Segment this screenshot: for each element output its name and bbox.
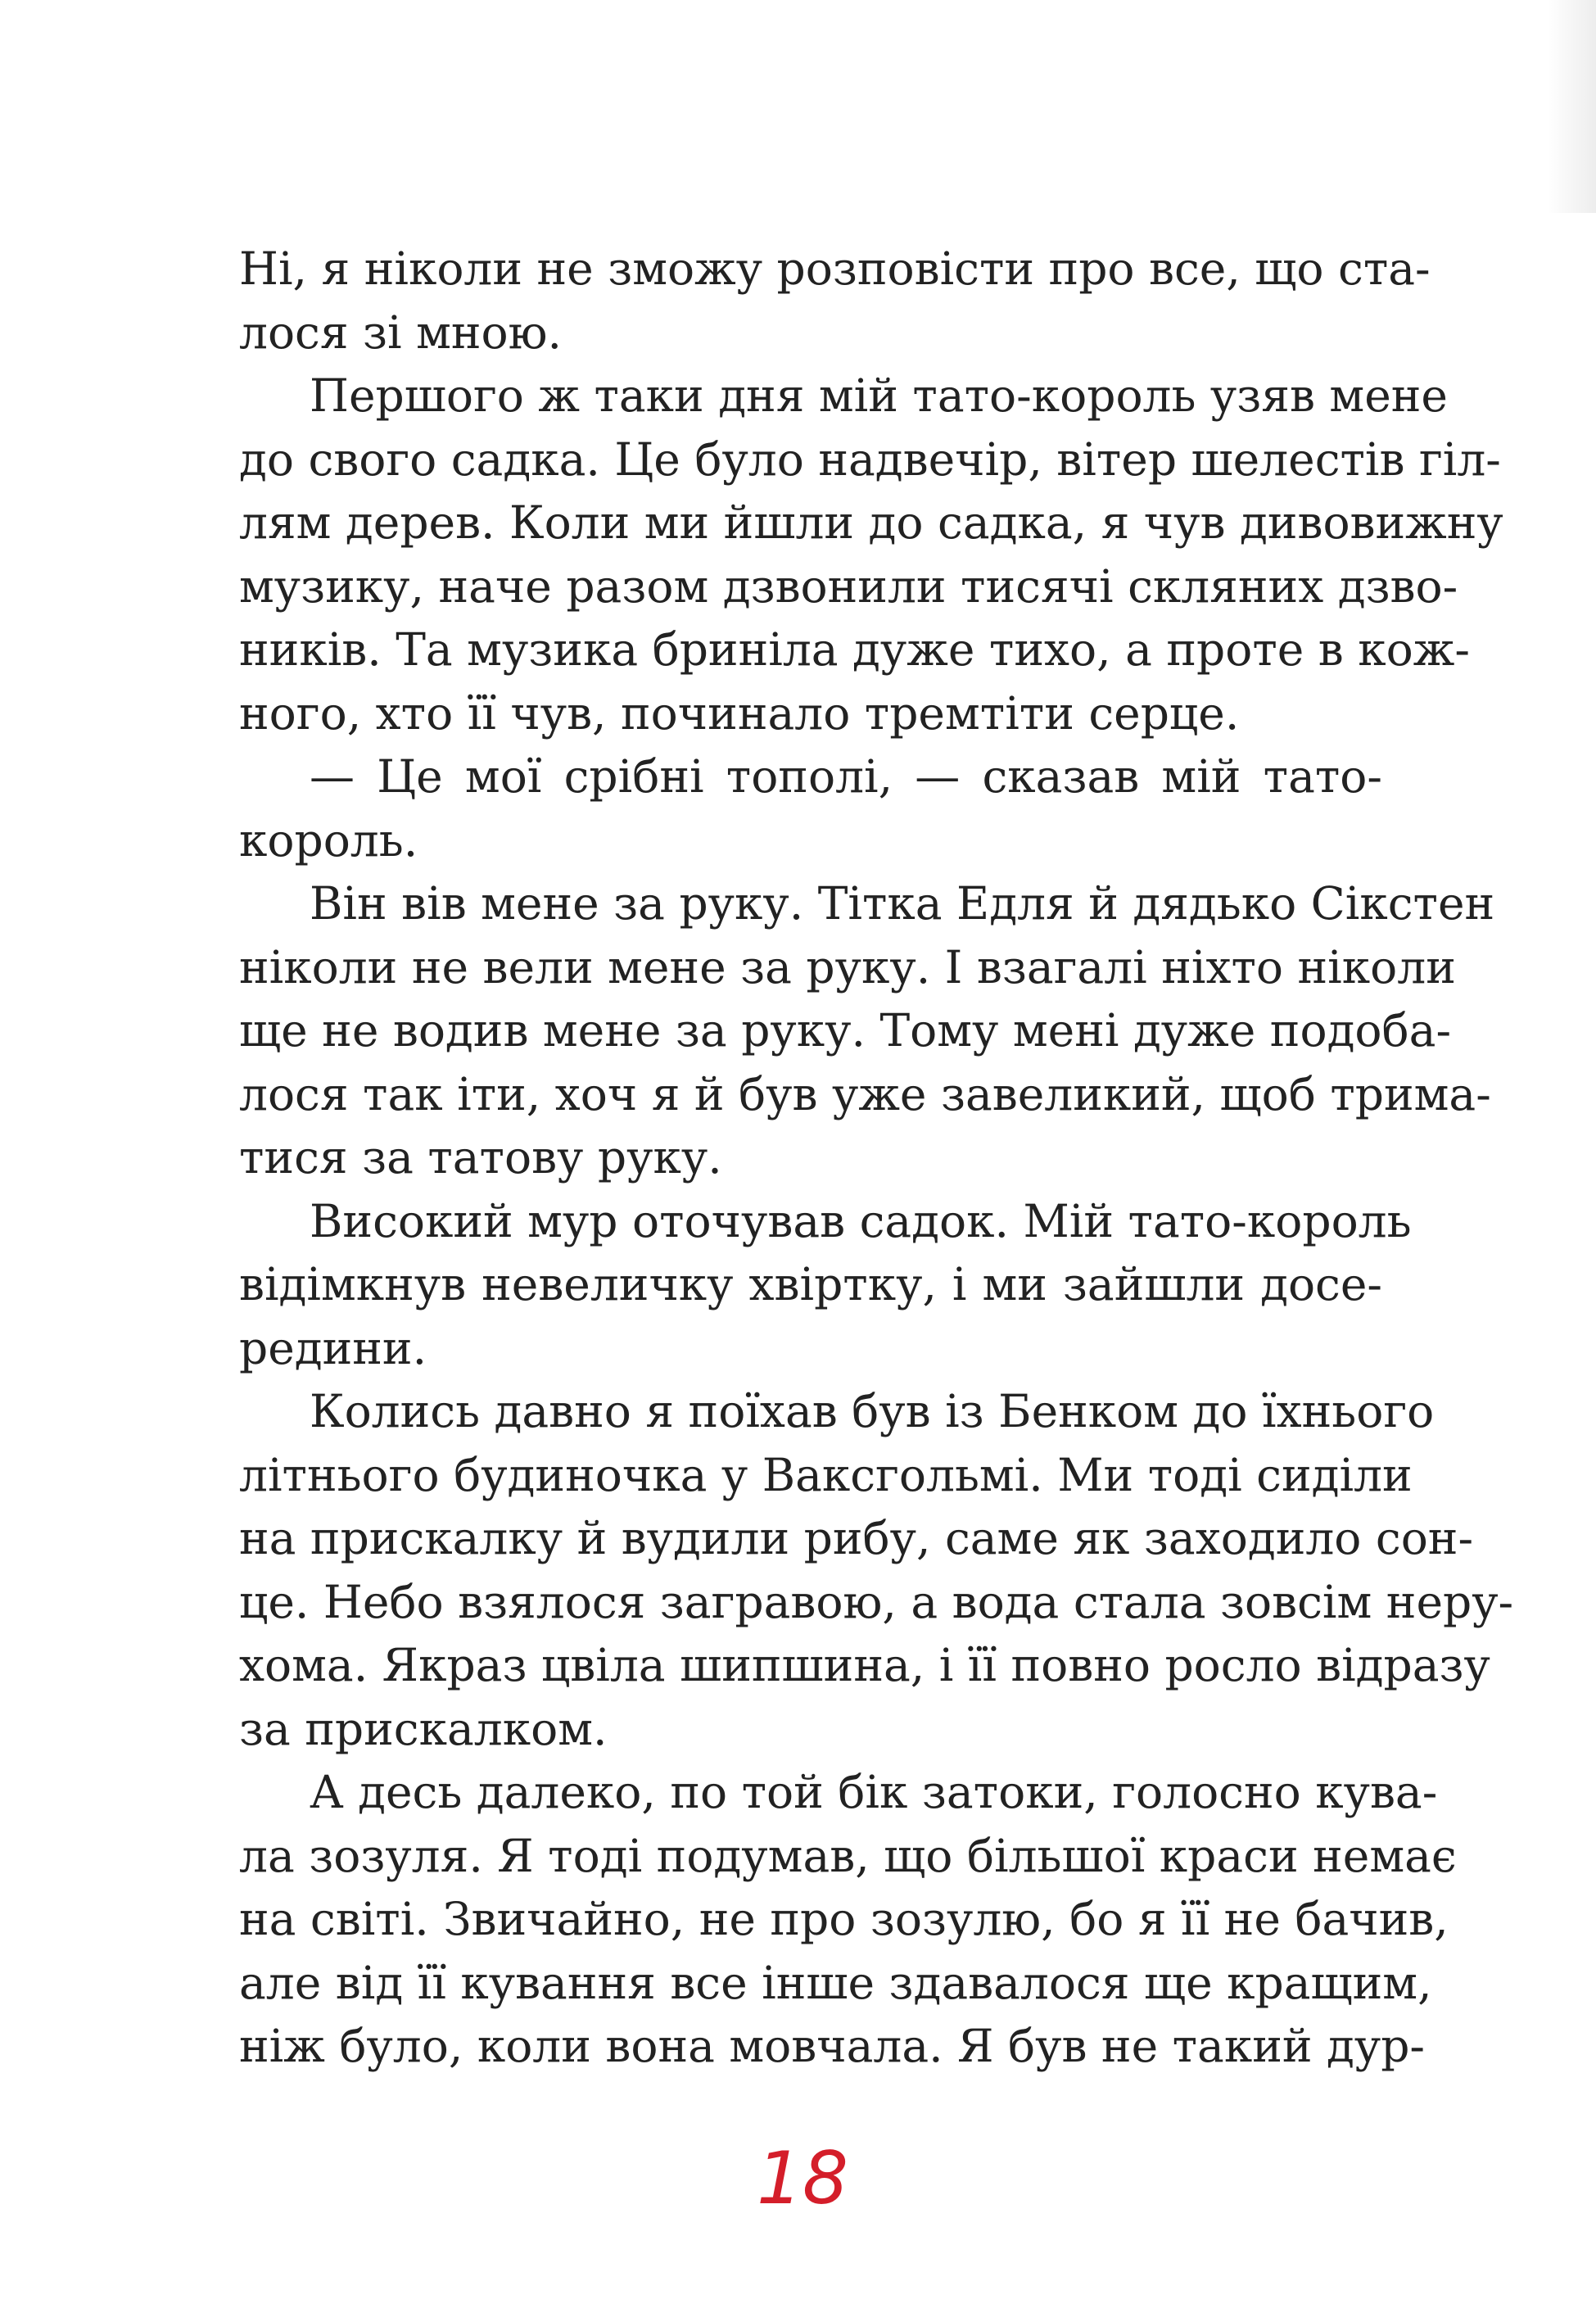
text-line: на прискалку й вудили рибу, саме як заходило сон- <box>239 1512 1474 1564</box>
text-line: редини. <box>239 1321 427 1374</box>
text-line: тися за татову руку. <box>239 1131 722 1184</box>
text-line: ників. Та музика бриніла дуже тихо, а проте в кож- <box>239 623 1470 676</box>
text-line: музику, наче разом дзвонили тисячі скляних дзво- <box>239 559 1458 613</box>
text-line: на світі. Звичайно, не про зозулю, бо я її не бачив, <box>239 1893 1449 1945</box>
text-line: ніколи не вели мене за руку. І взагалі ніхто ніколи <box>239 940 1456 994</box>
text-line: лям дерев. Коли ми йшли до садка, я чув дивовижну <box>239 496 1503 549</box>
text-line: це. Небо взялося загравою, а вода стала зовсім неру- <box>239 1575 1514 1628</box>
text-line: лося так іти, хоч я й був уже завеликий, щоб трима- <box>239 1067 1491 1120</box>
text-line: ніж було, коли вона мовчала. Я був не такий дур- <box>239 2020 1426 2072</box>
body-text <box>239 238 1514 2079</box>
text-line: відімкнув невеличку хвіртку, і ми зайшли досе- <box>239 1258 1382 1310</box>
text-line: А десь далеко, по той бік затоки, голосно кува- <box>310 1766 1438 1818</box>
text-line: до свого садка. Це було надвечір, вітер шелестів гіл- <box>239 432 1501 486</box>
page-number: 18 <box>757 2136 848 2220</box>
text-line: лося зі мною. <box>239 306 563 359</box>
text-line: Він вів мене за руку. Тітка Едля й дядько Сікстен <box>310 877 1495 930</box>
text-line: хома. Якраз цвіла шипшина, і її повно росло відразу <box>239 1639 1490 1691</box>
text-line: король. <box>239 813 418 867</box>
text-line: ще не водив мене за руку. Тому мені дуже подоба- <box>239 1004 1452 1057</box>
text-line: літнього будиночка у Ваксгольмі. Ми тоді сиділи <box>239 1448 1413 1501</box>
text-line: Колись давно я поїхав був із Бенком до їхнього <box>310 1385 1435 1437</box>
text-line: Високий мур оточував садок. Мій тато-король <box>310 1194 1412 1247</box>
text-line: Першого ж таки дня мій тато-король узяв мене <box>310 369 1448 422</box>
text-line: Ні, я ніколи не зможу розповісти про все, що ста- <box>239 242 1431 295</box>
text-line: ного, хто її чув, починало тремтіти серце. <box>239 686 1240 740</box>
text-line: — Це мої срібні тополі, — сказав мій тато- <box>310 750 1382 803</box>
text-line: ла зозуля. Я тоді подумав, що більшої краси немає <box>239 1829 1457 1882</box>
text-line: але від її кування все інше здавалося ще кращим, <box>239 1956 1432 2009</box>
page-edge-shadow <box>1547 0 1596 213</box>
text-line: за прискалком. <box>239 1702 608 1755</box>
